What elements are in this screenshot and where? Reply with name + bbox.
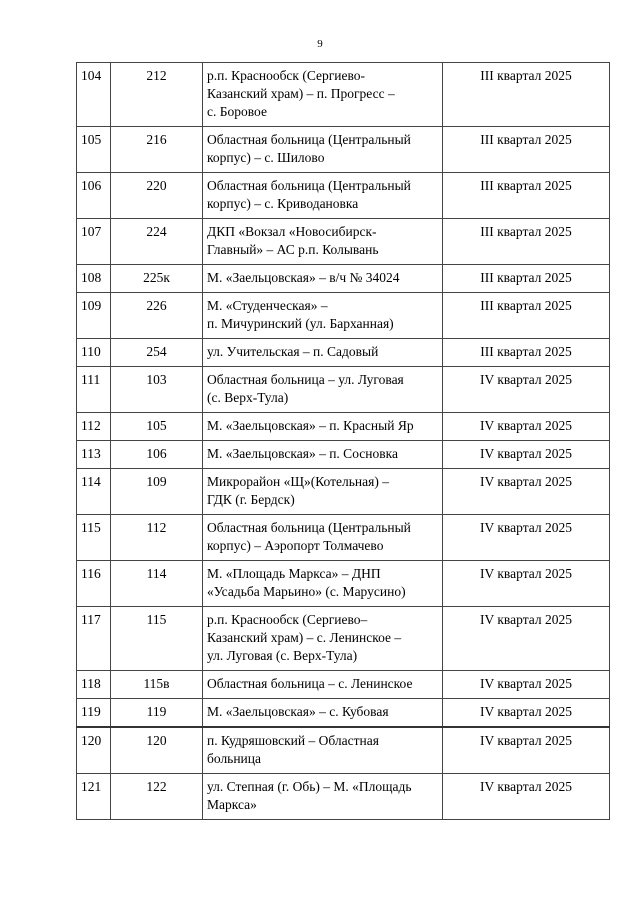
period: IV квартал 2025 xyxy=(443,727,610,774)
route-number: 112 xyxy=(111,515,203,561)
table-row xyxy=(77,127,610,173)
route-description: М. «Площадь Маркса» – ДНП «Усадьба Марьино» (с. Марусино) xyxy=(203,561,443,607)
route-number: 115в xyxy=(111,671,203,699)
route-number: 103 xyxy=(111,367,203,413)
route-description: М. «Заельцовская» – п. Сосновка xyxy=(203,441,443,469)
route-description: ДКП «Вокзал «Новосибирск- Главный» – АС р.п. Колывань xyxy=(203,219,443,265)
row-number: 104 xyxy=(77,63,111,127)
row-number: 114 xyxy=(77,469,111,515)
row-number: 116 xyxy=(77,561,111,607)
table-row xyxy=(77,727,610,774)
table-row xyxy=(77,173,610,219)
period: III квартал 2025 xyxy=(443,339,610,367)
table-row xyxy=(77,441,610,469)
route-number: 225к xyxy=(111,265,203,293)
route-description: Областная больница (Центральный корпус) – Аэропорт Толмачево xyxy=(203,515,443,561)
period: III квартал 2025 xyxy=(443,63,610,127)
route-description: Областная больница – ул. Луговая (с. Верх-Тула) xyxy=(203,367,443,413)
route-description: ул. Учительская – п. Садовый xyxy=(203,339,443,367)
period: III квартал 2025 xyxy=(443,219,610,265)
route-description: Областная больница (Центральный корпус) – с. Криводановка xyxy=(203,173,443,219)
period: IV квартал 2025 xyxy=(443,469,610,515)
row-number: 115 xyxy=(77,515,111,561)
route-description: М. «Заельцовская» – в/ч № 34024 xyxy=(203,265,443,293)
route-description: М. «Заельцовская» – п. Красный Яр xyxy=(203,413,443,441)
period: IV квартал 2025 xyxy=(443,441,610,469)
row-number: 113 xyxy=(77,441,111,469)
route-number: 212 xyxy=(111,63,203,127)
route-number: 224 xyxy=(111,219,203,265)
table-row xyxy=(77,219,610,265)
row-number: 110 xyxy=(77,339,111,367)
routes-table xyxy=(76,62,610,820)
period: III квартал 2025 xyxy=(443,173,610,219)
route-number: 226 xyxy=(111,293,203,339)
table-row xyxy=(77,339,610,367)
route-number: 105 xyxy=(111,413,203,441)
row-number: 108 xyxy=(77,265,111,293)
row-number: 112 xyxy=(77,413,111,441)
table-row xyxy=(77,774,610,820)
table-row xyxy=(77,469,610,515)
route-number: 220 xyxy=(111,173,203,219)
route-number: 119 xyxy=(111,699,203,728)
period: IV квартал 2025 xyxy=(443,607,610,671)
row-number: 119 xyxy=(77,699,111,728)
row-number: 107 xyxy=(77,219,111,265)
page-number: 9 xyxy=(317,38,323,50)
route-description: Микрорайон «Щ»(Котельная) – ГДК (г. Бердск) xyxy=(203,469,443,515)
route-number: 254 xyxy=(111,339,203,367)
table-row xyxy=(77,293,610,339)
route-description: Областная больница – с. Ленинское xyxy=(203,671,443,699)
route-number: 115 xyxy=(111,607,203,671)
route-number: 109 xyxy=(111,469,203,515)
period: III квартал 2025 xyxy=(443,127,610,173)
period: IV квартал 2025 xyxy=(443,413,610,441)
table-row xyxy=(77,699,610,728)
row-number: 117 xyxy=(77,607,111,671)
row-number: 105 xyxy=(77,127,111,173)
period: IV квартал 2025 xyxy=(443,699,610,728)
row-number: 109 xyxy=(77,293,111,339)
period: IV квартал 2025 xyxy=(443,367,610,413)
period: III квартал 2025 xyxy=(443,265,610,293)
period: IV квартал 2025 xyxy=(443,515,610,561)
period: IV квартал 2025 xyxy=(443,561,610,607)
period: III квартал 2025 xyxy=(443,293,610,339)
route-number: 114 xyxy=(111,561,203,607)
row-number: 106 xyxy=(77,173,111,219)
table-row xyxy=(77,63,610,127)
route-description: М. «Студенческая» – п. Мичуринский (ул. Барханная) xyxy=(203,293,443,339)
row-number: 111 xyxy=(77,367,111,413)
table-row xyxy=(77,515,610,561)
table-row xyxy=(77,367,610,413)
table-row xyxy=(77,265,610,293)
row-number: 118 xyxy=(77,671,111,699)
period: IV квартал 2025 xyxy=(443,671,610,699)
route-description: р.п. Краснообск (Сергиево- Казанский храм) – п. Прогресс – с. Боровое xyxy=(203,63,443,127)
table-row xyxy=(77,561,610,607)
table-row xyxy=(77,671,610,699)
route-description: р.п. Краснообск (Сергиево– Казанский храм) – с. Ленинское – ул. Луговая (с. Верх-Тула) xyxy=(203,607,443,671)
period: IV квартал 2025 xyxy=(443,774,610,820)
table-row xyxy=(77,607,610,671)
route-number: 120 xyxy=(111,727,203,774)
row-number: 120 xyxy=(77,727,111,774)
row-number: 121 xyxy=(77,774,111,820)
route-number: 216 xyxy=(111,127,203,173)
route-number: 122 xyxy=(111,774,203,820)
route-description: ул. Степная (г. Обь) – М. «Площадь Маркса» xyxy=(203,774,443,820)
route-number: 106 xyxy=(111,441,203,469)
table-row xyxy=(77,413,610,441)
route-description: М. «Заельцовская» – с. Кубовая xyxy=(203,699,443,728)
route-description: Областная больница (Центральный корпус) – с. Шилово xyxy=(203,127,443,173)
route-description: п. Кудряшовский – Областная больница xyxy=(203,727,443,774)
